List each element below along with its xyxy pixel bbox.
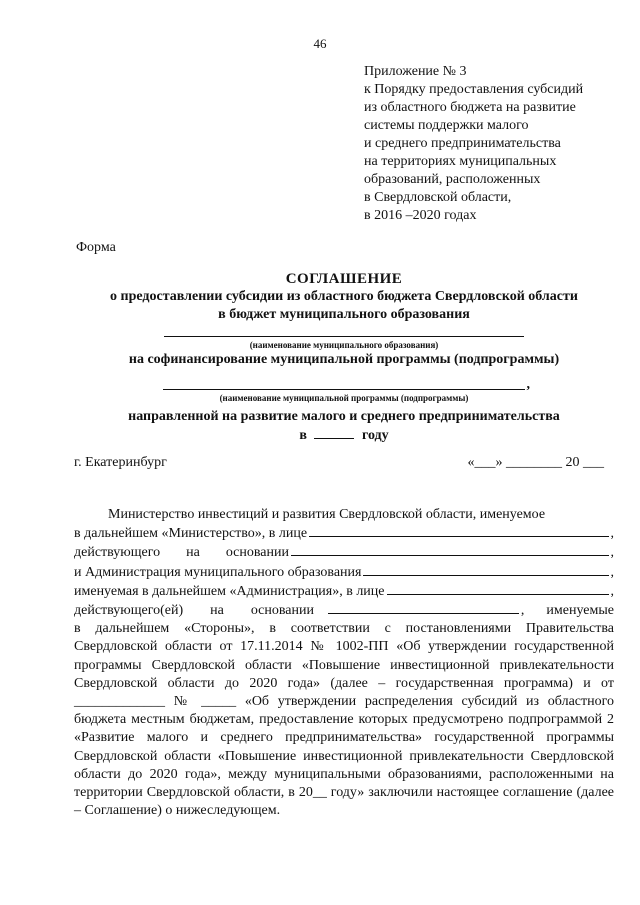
- place: г. Екатеринбург: [74, 455, 167, 470]
- year-prefix: в: [299, 428, 307, 443]
- program-blank-line: [163, 389, 525, 390]
- year-line: [60, 426, 628, 445]
- page-number: 46: [313, 36, 327, 51]
- appendix-line: в Свердловской области,: [364, 190, 512, 205]
- subtitle-line-2: в бюджет муниципального образования: [218, 307, 470, 322]
- appendix-line: из областного бюджета на развитие: [364, 100, 576, 115]
- appendix-line: к Порядку предоставления субсидий: [364, 82, 584, 97]
- agreement-body: [74, 506, 614, 820]
- appendix-line: в 2016 –2020 годах: [364, 208, 477, 223]
- body-line-6: действующего(ей) на основании , именуемые: [74, 603, 614, 619]
- appendix-line: и среднего предпринимательства: [364, 136, 561, 151]
- subtitle-line-4: направленной на развитие малого и среднего предпринимательства: [128, 409, 560, 424]
- subtitle-line-1: о предоставлении субсидии из областного бюджета Свердловской области: [110, 289, 578, 304]
- body-line-4: и Администрация муниципального образования ,: [74, 564, 614, 580]
- body-line-3: действующего на основании ,: [74, 545, 614, 561]
- program-caption: (наименование муниципальной программы (подпрограммы): [219, 393, 469, 403]
- date-blank: «___» ________ 20 ___: [467, 455, 604, 470]
- blank-line: [328, 601, 519, 614]
- body-line-2: в дальнейшем «Министерство», в лице ,: [74, 526, 614, 542]
- appendix-line: Приложение № 3: [364, 64, 467, 79]
- body-line-1: Министерство инвестиций и развития Свердловской области, именуемое: [108, 507, 546, 522]
- subtitle-line-3: на софинансирование муниципальной программы (подпрограммы): [128, 352, 560, 367]
- year-suffix: году: [361, 428, 389, 443]
- appendix-line: системы поддержки малого: [364, 118, 529, 133]
- form-label: Форма: [76, 240, 116, 255]
- body-line-5: именуемая в дальнейшем «Администрация», в лице ,: [74, 583, 614, 599]
- blank-line: [363, 563, 608, 576]
- blank-line: [387, 582, 609, 595]
- agreement-header: [60, 270, 628, 445]
- blank-line: [309, 524, 608, 537]
- municipality-blank-line: [164, 336, 524, 337]
- appendix-line: на территориях муниципальных: [364, 154, 557, 169]
- body-paragraph-rest: в дальнейшем «Стороны», в соответствии с постановлениями Правительства Свердловской области от 17.11.2014 № 1002-ПП «Об утверждении государственной программы Свердловской области «Повышение инвестиционной привлекательности Свердловской области до 2020 года» (далее – государственная программа) и от _____________ № _____ «Об утверждении распределения субсидий из областного бюджета местным бюджетам, предоставление которых предусмотрено подпрограммой 2 «Развитие малого и среднего предпринимательства» государственной программы Свердловской области «Повышение инвестиционной привлекательности Свердловской области до 2020 года», между муниципальными образованиями, расположенными на территории Свердловской области, в 20__ году» заключили настоящее соглашение (далее – Соглашение) о нижеследующем.: [74, 621, 614, 819]
- appendix-line: образований, расположенных: [364, 172, 541, 187]
- appendix-block: [364, 63, 624, 225]
- program-comma: ,: [526, 377, 530, 392]
- municipality-caption: (наименование муниципального образования): [249, 340, 439, 350]
- year-blank: [314, 426, 354, 439]
- document-title: СОГЛАШЕНИЕ: [285, 271, 403, 287]
- blank-line: [291, 543, 609, 556]
